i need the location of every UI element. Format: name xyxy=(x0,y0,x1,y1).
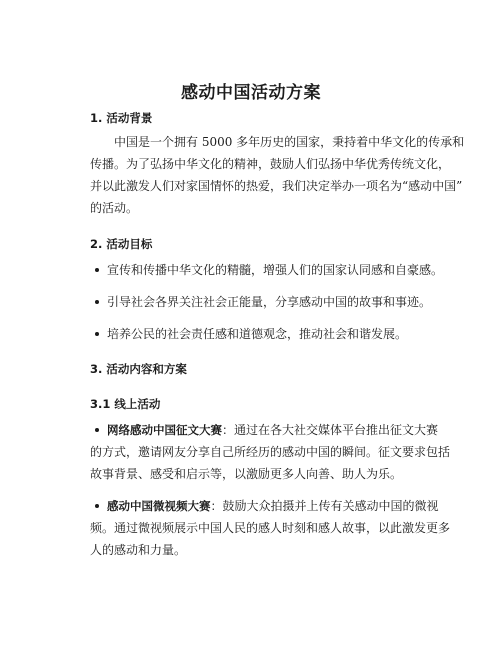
list-item xyxy=(90,291,430,313)
list-item-text: 故事背景、感受和启示等，以激励更多人向善、助人为乐。 xyxy=(90,467,403,481)
paragraph-line: 并以此激发人们对家国情怀的热爱，我们决定举办一项名为“感动中国” xyxy=(90,179,463,193)
list-item-bold-label: 感动中国微视频大赛 xyxy=(107,499,211,513)
paragraph-line: 的活动。 xyxy=(90,201,139,215)
document-title: 感动中国活动方案 xyxy=(181,83,321,103)
section-heading-goals: 2. 活动目标 xyxy=(90,237,153,251)
list-item-text: 宣传和传播中华文化的精髓，增强人们的国家认同感和自豪感。 xyxy=(107,263,444,277)
bullet-icon xyxy=(95,268,99,272)
list-item xyxy=(90,419,451,485)
list-item-text: 引导社会各界关注社会正能量，分享感动中国的故事和事迹。 xyxy=(107,295,432,309)
list-item-text: ：通过在各大社交媒体平台推出征文大赛 xyxy=(222,423,439,437)
list-item xyxy=(90,259,444,281)
list-item-text: 培养公民的社会责任感和道德观念，推动社会和谐发展。 xyxy=(107,327,408,341)
paragraph-line: 传播。为了弘扬中华文化的精神，鼓励人们弘扬中华优秀传统文化， xyxy=(90,157,451,171)
sub-heading-online: 3.1 线上活动 xyxy=(90,397,161,411)
section-heading-background: 1. 活动背景 xyxy=(90,111,153,125)
list-item-bold-label: 网络感动中国征文大赛 xyxy=(107,423,222,437)
list-item-text: 的方式，邀请网友分享自己所经历的感动中国的瞬间。征文要求包括 xyxy=(90,445,451,459)
list-item xyxy=(90,323,430,345)
list-item-text: 人的感动和力量。 xyxy=(90,543,187,557)
list-item xyxy=(90,495,451,561)
bullet-icon xyxy=(95,428,99,432)
list-item-text: ：鼓励大众拍摄并上传有关感动中国的微视 xyxy=(210,499,439,513)
bullet-icon xyxy=(95,300,99,304)
bullet-icon xyxy=(95,332,99,336)
bullet-icon xyxy=(95,504,99,508)
paragraph-line: 中国是一个拥有 5000 多年历史的国家，秉持着中华文化的传承和 xyxy=(114,135,465,149)
section-heading-content: 3. 活动内容和方案 xyxy=(90,362,187,376)
section-background-paragraph xyxy=(90,131,465,219)
list-item-text: 频。通过微视频展示中国人民的感人时刻和感人故事，以此激发更多 xyxy=(90,521,451,535)
